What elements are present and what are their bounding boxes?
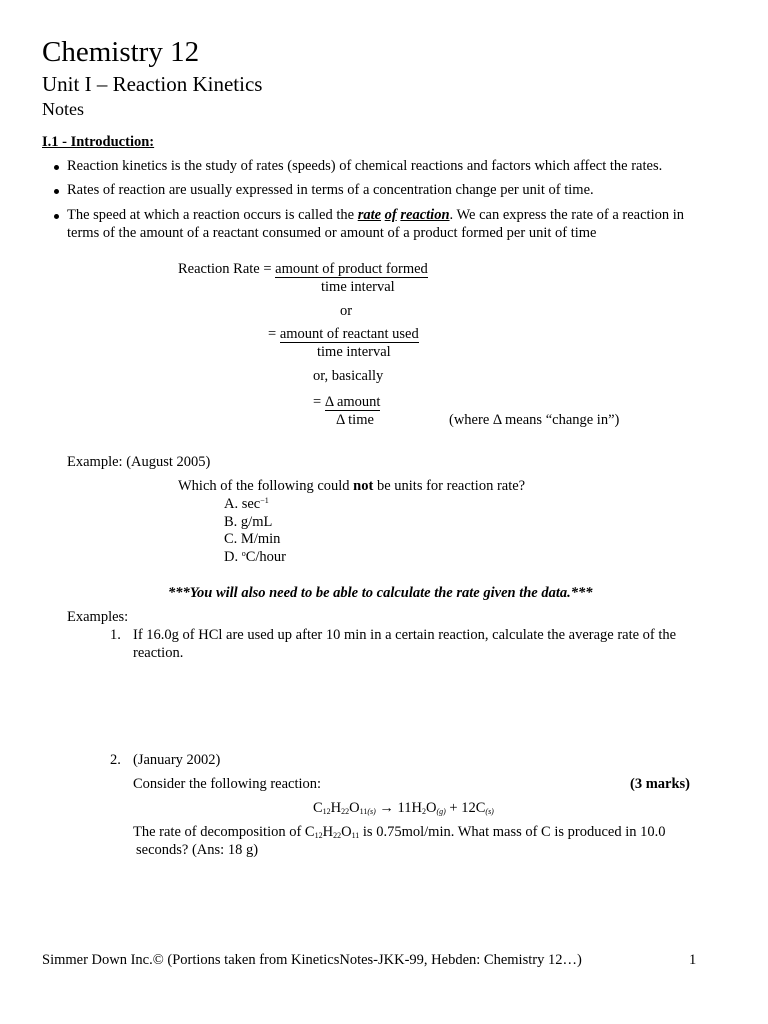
example-label: Example: (August 2005): [67, 454, 211, 470]
bullet-icon: [54, 189, 59, 194]
formula-numerator-3: Δ amount: [324, 394, 381, 410]
callout-note: ***You will also need to be able to calculate the rate given the data.***: [168, 585, 593, 601]
formula-or-2: or, basically: [313, 368, 384, 384]
term-rate: rate: [357, 207, 382, 223]
question-1-line-1: If 16.0g of HCl are used up after 10 min in a certain reaction, calculate the average rate of the: [133, 627, 677, 643]
question-2-line-2: seconds? (Ans: 18 g): [136, 842, 259, 858]
example-question: Which of the following could not be units for reaction rate?: [178, 478, 526, 494]
question-number-1: 1.: [110, 627, 121, 643]
bullet-text-2: Rates of reaction are usually expressed in terms of a concentration change per unit of time.: [67, 182, 594, 198]
formula-denominator-2: time interval: [317, 344, 391, 360]
section-heading: I.1 - Introduction:: [42, 134, 155, 150]
notes-label: Notes: [42, 99, 84, 119]
option-b: B. g/mL: [224, 514, 273, 530]
examples-label: Examples:: [67, 609, 129, 625]
page-number: 1: [689, 952, 697, 968]
marks-label: (3 marks): [630, 776, 691, 792]
bullet-icon: [54, 214, 59, 219]
question-2-text: The rate of decomposition of $C_{12}H_{22}O_{11}$ is 0.75mol/min. What mass of C is produced in 10.0: [133, 824, 666, 840]
option-a: A. $\sec^{-1}$: [224, 496, 269, 512]
term-reaction: reaction: [400, 207, 450, 223]
formula-line-2: = amount of reactant used: [268, 326, 419, 342]
bullet-text-3-line2: terms of the amount of a reactant consumed or amount of a product formed per unit of time: [67, 225, 597, 241]
formula-numerator-1: amount of product formed: [275, 261, 428, 277]
term-of: of: [384, 207, 397, 223]
bullet-text-1: Reaction kinetics is the study of rates (speeds) of chemical reactions and factors which affect the rates.: [67, 158, 663, 174]
formula-denominator-3: Δ time: [336, 412, 374, 428]
question-2-source: (January 2002): [133, 752, 221, 768]
bullet-icon: [54, 165, 59, 170]
chemical-equation: $C_{12}H_{22}O_{11}(s) \to 11H_2O(g) + 12C(s)$: [313, 800, 494, 816]
question-2-consider: Consider the following reaction:: [133, 776, 322, 792]
formula-line-1: Reaction Rate = amount of product formed: [178, 261, 428, 277]
option-c: C. M/min: [224, 531, 281, 547]
question-number-2: 2.: [110, 752, 121, 768]
page-title: Chemistry 12: [42, 36, 200, 68]
formula-line-3: = Δ amount: [313, 394, 381, 410]
formula-numerator-2: amount of reactant used: [279, 326, 419, 342]
unit-subtitle: Unit I – Reaction Kinetics: [42, 72, 263, 96]
footer-credit: Simmer Down Inc.© (Portions taken from KineticsNotes-JKK-99, Hebden: Chemistry 12…): [42, 952, 582, 968]
question-1-line-2: reaction.: [133, 645, 184, 661]
formula-or-1: or: [340, 303, 353, 319]
formula-note: (where Δ means “change in”): [449, 412, 620, 428]
option-d: D. $^o$C/hour: [224, 549, 287, 565]
bullet-text-3: The speed at which a reaction occurs is called the rate of reaction. We can express the rate of a reaction in: [67, 207, 685, 223]
formula-denominator-1: time interval: [321, 279, 395, 295]
